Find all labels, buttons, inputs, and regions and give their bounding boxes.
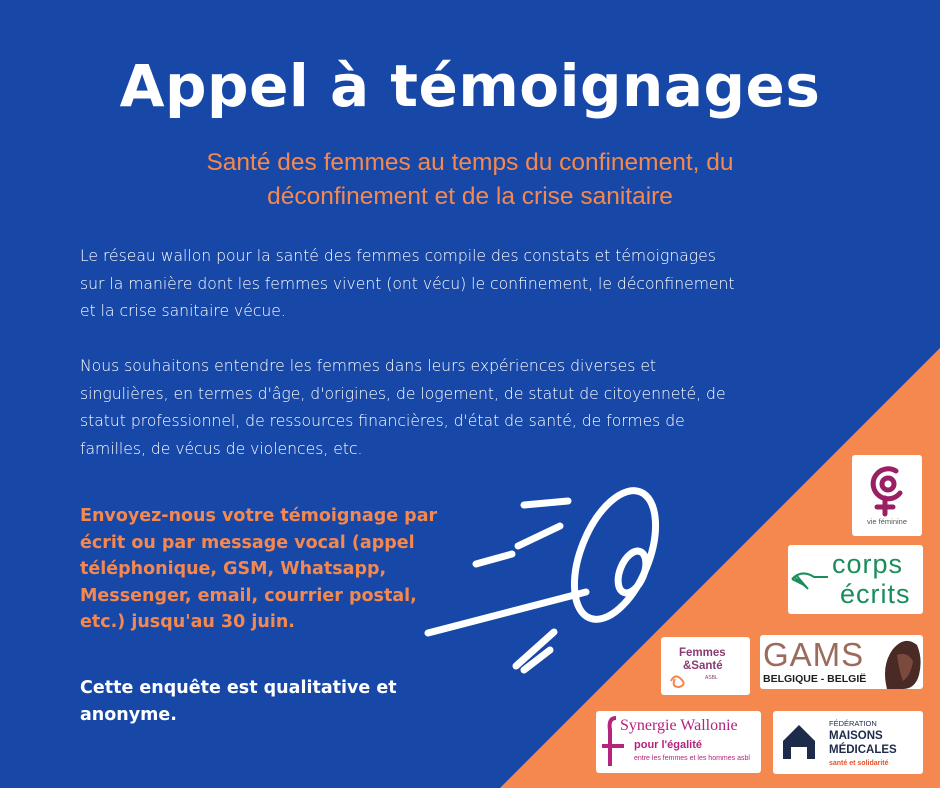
description-line: Nous souhaitons entendre les femmes dans leurs expériences diverses et: [80, 357, 657, 375]
femmes-sante-line-2: &Santé: [683, 660, 723, 672]
synergie-line-2: pour l'égalité: [634, 739, 703, 751]
survey-note: [80, 675, 480, 728]
description-paragraph: [80, 353, 840, 463]
federation-maisons-medicales-logo: [773, 711, 923, 774]
subtitle-line-1: Santé des femmes au temps du confinement, du: [206, 149, 734, 176]
gams-logo: [760, 635, 923, 689]
subtitle-line-2: déconfinement et de la crise sanitaire: [267, 183, 673, 210]
gams-face-icon: [877, 635, 923, 689]
femmes-sante-asbl: ASBL: [705, 675, 718, 681]
fmm-line-3: MÉDICALES: [829, 744, 897, 756]
vie-feminine-label: vie féminine: [866, 517, 908, 526]
vie-feminine-symbol-icon: [852, 457, 922, 519]
intro-line: Le réseau wallon pour la santé des femmes compile des constats et témoignages: [80, 247, 716, 265]
corps-ecrits-line-2: écrits: [840, 579, 911, 609]
intro-paragraph: [80, 243, 840, 326]
femmes-sante-swirl-icon: [667, 671, 691, 689]
fmm-line-1: FÉDÉRATION: [829, 719, 877, 728]
femmes-sante-line-1: Femmes: [679, 647, 726, 659]
megaphone-icon: [420, 470, 680, 680]
synergie-line-3: entre les femmes et les hommes asbl: [634, 755, 750, 762]
description-line: statut professionnel, de ressources financières, d'état de santé, de formes de: [80, 412, 685, 430]
corps-ecrits-line-1: corps: [832, 549, 904, 579]
note-line: anonyme.: [80, 704, 177, 725]
fmm-line-2: MAISONS: [829, 730, 883, 742]
synergie-wallonie-logo: [596, 711, 761, 773]
cta-line: etc.) jusqu'au 30 juin.: [80, 612, 295, 632]
cta-line: écrit ou par message vocal (appel: [80, 532, 415, 553]
house-icon: [779, 721, 819, 761]
broom-icon: [790, 565, 830, 591]
subtitle: [120, 146, 820, 214]
intro-line: et la crise sanitaire vécue.: [80, 302, 286, 320]
gams-name: GAMS: [763, 636, 865, 673]
cta-line: Messenger, email, courrier postal,: [80, 585, 417, 606]
corps-ecrits-logo: [788, 545, 923, 614]
intro-line: sur la manière dont les femmes vivent (ont vécu) le confinement, le déconfinement: [80, 274, 735, 293]
synergie-line-1: Synergie Wallonie: [620, 717, 738, 734]
cta-line: Envoyez-nous votre témoignage par: [80, 506, 438, 526]
description-line: singulières, en termes d'âge, d'origines, de logement, de statut de citoyenneté, de: [80, 384, 726, 403]
gams-country: BELGIQUE - BELGIË: [763, 673, 867, 685]
vie-feminine-logo: [852, 455, 922, 536]
page-title: Appel à témoignages: [119, 52, 821, 120]
fmm-line-4: santé et solidarité: [829, 760, 889, 767]
note-line: Cette enquête est qualitative et: [80, 678, 397, 698]
cta-line: téléphonique, GSM, Whatsapp,: [80, 559, 387, 579]
femmes-sante-logo: [661, 637, 750, 695]
description-line: familles, de vécus de violences, etc.: [80, 439, 363, 458]
